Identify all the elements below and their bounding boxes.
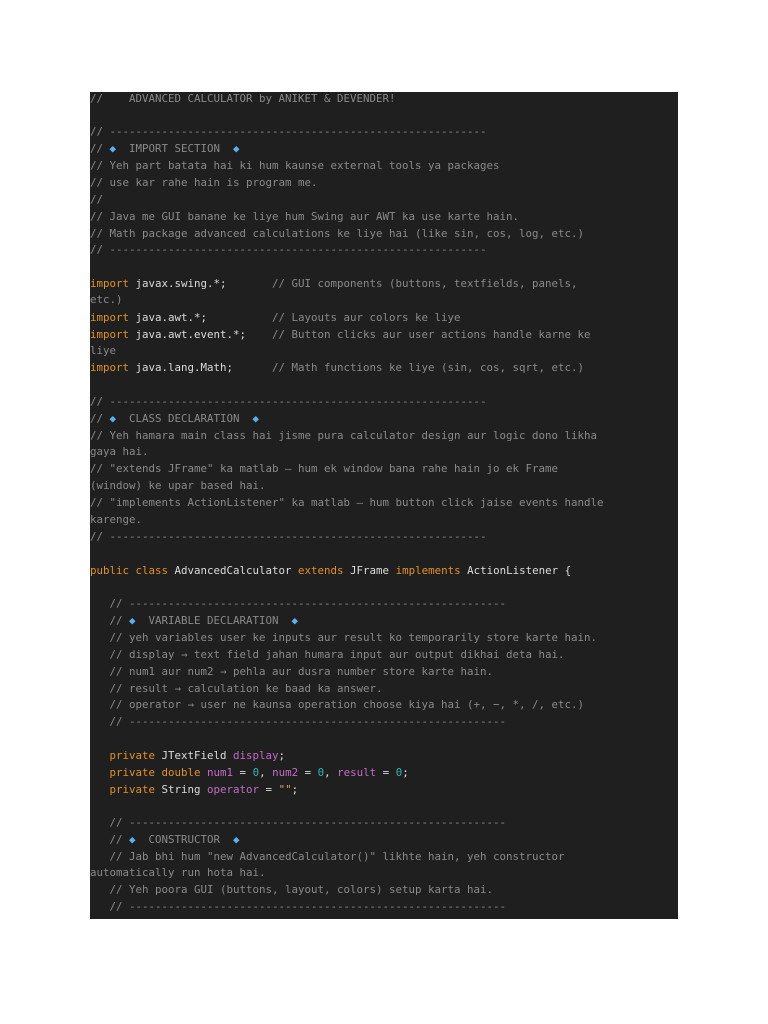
code-token: import [90, 361, 130, 374]
code-line [90, 361, 584, 375]
code-token: result [337, 766, 377, 779]
code-token: // Math package advanced calculations ke liye hai (like sin, cos, log, etc.) [90, 227, 585, 240]
code-token: CONSTRUCTOR [135, 833, 234, 846]
code-line [90, 783, 298, 797]
code-line [90, 92, 396, 106]
code-line [90, 445, 149, 459]
code-line [90, 682, 383, 696]
code-token: // display → text field jahan humara input aur output dikhai deta hai. [90, 648, 565, 661]
code-line [90, 766, 409, 780]
code-token: (window) ke upar based hai. [90, 479, 266, 492]
code-token: // Layouts aur colors ke liye [272, 311, 461, 324]
diamond-icon: ◆ [109, 412, 117, 425]
code-token: // ADVANCED CALCULATOR by ANIKET & DEVENDER! [90, 92, 396, 105]
code-token: extends [298, 564, 344, 577]
code-line [90, 496, 604, 510]
code-token: implements [395, 564, 461, 577]
code-line [90, 344, 116, 358]
code-token: // Jab bhi hum "new AdvancedCalculator()" likhte hain, yeh constructor [90, 850, 565, 863]
code-line [90, 850, 565, 864]
code-token: = [298, 766, 318, 779]
code-token: // [90, 412, 110, 425]
code-line [90, 715, 506, 729]
code-token: num2 [272, 766, 299, 779]
code-token: , [324, 766, 338, 779]
code-line [90, 564, 571, 578]
code-editor-panel [90, 92, 678, 919]
code-token: // operator → user ne kaunsa operation choose kiya hai (+, −, *, /, etc.) [90, 698, 585, 711]
code-line [90, 412, 259, 426]
code-token: // ---------------------------------------------------------- [90, 816, 507, 829]
code-token: // [90, 142, 110, 155]
code-token: // ---------------------------------------------------------- [90, 900, 507, 913]
code-token: // ---------------------------------------------------------- [90, 243, 487, 256]
code-token: // [90, 193, 104, 206]
code-token: // use kar rahe hain is program me. [90, 176, 318, 189]
code-line [90, 176, 318, 190]
diamond-icon: ◆ [129, 833, 136, 846]
code-line [90, 311, 461, 325]
code-line [90, 866, 266, 880]
code-token: display [233, 749, 279, 762]
code-token: java.awt.event.*; [129, 328, 273, 341]
code-token: etc.) [90, 293, 123, 306]
code-token: 0 [317, 766, 325, 779]
code-token: public class [90, 564, 169, 577]
code-token: "" [278, 783, 292, 796]
diamond-icon: ◆ [233, 142, 240, 155]
diamond-icon: ◆ [129, 614, 136, 627]
code-token: // yeh variables user ke inputs aur result ko temporarily store karte hain. [90, 631, 598, 644]
diamond-icon: ◆ [109, 142, 117, 155]
code-token: ActionListener { [460, 564, 572, 577]
code-token: // ---------------------------------------------------------- [90, 715, 507, 728]
code-token: AdvancedCalculator [168, 564, 299, 577]
code-token: = [376, 766, 396, 779]
code-token: // "implements ActionListener" ka matlab – hum button click jaise events handle [90, 496, 604, 509]
code-token: // ---------------------------------------------------------- [90, 530, 487, 543]
code-line [90, 883, 493, 897]
code-token: import [90, 311, 130, 324]
code-token: JTextField [155, 749, 234, 762]
code-token: num1 [207, 766, 234, 779]
code-token: ; [402, 766, 409, 779]
code-token: import [90, 328, 130, 341]
code-token: // Yeh poora GUI (buttons, layout, colors) setup karta hai. [90, 883, 494, 896]
code-token: , [259, 766, 273, 779]
code-line [90, 749, 285, 763]
code-token: karenge. [90, 513, 143, 526]
code-line [90, 293, 123, 307]
code-token: // num1 aur num2 → pehla aur dusra number store karte hain. [90, 665, 494, 678]
code-line [90, 142, 240, 156]
code-token: // Yeh hamara main class hai jisme pura calculator design aur logic dono likha [90, 429, 598, 442]
code-token: JFrame [343, 564, 396, 577]
code-line [90, 227, 584, 241]
code-token: // Button clicks aur user actions handle karne ke [272, 328, 591, 341]
code-token: // ---------------------------------------------------------- [90, 597, 507, 610]
code-token: // Java me GUI banane ke liye hum Swing aur AWT ka use karte hain. [90, 210, 520, 223]
diamond-icon: ◆ [291, 614, 299, 627]
code-line [90, 614, 298, 628]
code-token: // [90, 833, 130, 846]
code-token: // ---------------------------------------------------------- [90, 125, 487, 138]
code-line [90, 125, 487, 139]
code-line [90, 193, 103, 207]
code-token: private [90, 749, 156, 762]
code-line [90, 597, 506, 611]
code-token: ; [291, 783, 299, 796]
code-line [90, 816, 506, 830]
code-line [90, 833, 240, 847]
code-token: private [90, 783, 156, 796]
code-line [90, 328, 591, 342]
code-token: String [155, 783, 208, 796]
code-token: CLASS DECLARATION [116, 412, 253, 425]
code-token: // "extends JFrame" ka matlab – hum ek window bana rahe hain jo ek Frame [90, 462, 559, 475]
code-token: javax.swing.*; [129, 277, 273, 290]
code-line [90, 395, 487, 409]
code-line [90, 900, 506, 914]
code-token: // Math functions ke liye (sin, cos, sqrt, etc.) [272, 361, 585, 374]
code-line [90, 648, 565, 662]
code-line [90, 243, 487, 257]
code-token: java.lang.Math; [129, 361, 273, 374]
code-token: // Yeh part batata hai ki hum kaunse external tools ya packages [90, 159, 500, 172]
code-line [90, 462, 558, 476]
code-line [90, 429, 597, 443]
code-line [90, 210, 519, 224]
code-token: // GUI components (buttons, textfields, panels, [272, 277, 578, 290]
code-line [90, 530, 487, 544]
code-line [90, 698, 584, 712]
code-token: 0 [252, 766, 260, 779]
code-token: private double [90, 766, 201, 779]
code-token: // result → calculation ke baad ka answer. [90, 682, 383, 695]
code-token: automatically run hota hai. [90, 866, 266, 879]
code-token: liye [90, 344, 117, 357]
code-token: = [259, 783, 279, 796]
code-token: gaya hai. [90, 445, 149, 458]
code-token: // ---------------------------------------------------------- [90, 395, 487, 408]
code-line [90, 665, 493, 679]
code-line [90, 277, 578, 291]
code-line [90, 513, 142, 527]
code-token: ; [278, 749, 286, 762]
code-line [90, 479, 266, 493]
code-token: VARIABLE DECLARATION [135, 614, 292, 627]
code-token: IMPORT SECTION [116, 142, 234, 155]
code-line [90, 159, 500, 173]
code-token: = [233, 766, 253, 779]
code-token: // [90, 614, 130, 627]
code-token: java.awt.*; [129, 311, 273, 324]
code-line [90, 631, 597, 645]
code-token: operator [207, 783, 260, 796]
diamond-icon: ◆ [233, 833, 240, 846]
diamond-icon: ◆ [252, 412, 260, 425]
code-token: 0 [395, 766, 403, 779]
code-token: import [90, 277, 130, 290]
